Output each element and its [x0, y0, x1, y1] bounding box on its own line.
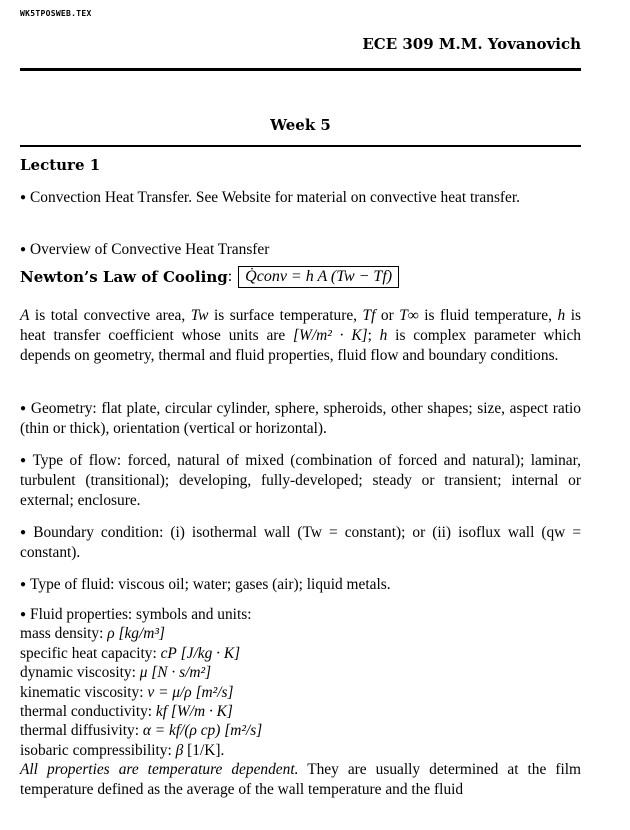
property-symbol: kf: [155, 703, 168, 721]
property-units: [1/K].: [187, 741, 225, 759]
fluid-properties: [20, 605, 581, 799]
property-name: dynamic viscosity:: [20, 664, 140, 682]
bullet-icon: ●: [20, 455, 29, 466]
property-name: thermal conductivity:: [20, 703, 156, 721]
def-text: is complex parameter which depends on geometry, thermal and fluid properties, fluid flow and boundary conditions.: [20, 327, 581, 364]
filename-label: WK5TPOSWEB.TEX: [20, 9, 92, 18]
def-text: is fluid temperature,: [418, 307, 558, 324]
newton-equation-box: Q̇conv = h A (Tw − Tf): [238, 266, 399, 288]
heading-text: Fluid properties: symbols and units:: [30, 606, 252, 623]
property-row: [20, 702, 581, 721]
def-text: ;: [367, 327, 380, 344]
def-text: is total convective area,: [29, 307, 191, 324]
bullet-geometry: [20, 399, 581, 439]
bullet-text: Type of fluid: viscous oil; water; gases (air); liquid metals.: [30, 576, 391, 593]
bullet-text: Type of flow: forced, natural of mixed (combination of forced and natural); laminar, turbulent (transitional); developing, fully-developed; steady or transient; internal or external; enclosure.: [20, 452, 581, 509]
colon: :: [227, 268, 233, 285]
property-name: mass density:: [20, 625, 108, 643]
note-italic: All properties are temperature dependent.: [20, 761, 299, 779]
bullet-overview: [20, 240, 581, 260]
def-var: h: [557, 307, 566, 324]
property-units: [W/m · K]: [170, 703, 233, 721]
bullet-flow: [20, 451, 581, 511]
def-var: Tf: [362, 307, 376, 324]
def-var: Tw: [190, 307, 209, 324]
definition-paragraph: [20, 306, 581, 366]
property-units: [N · s/m²]: [151, 664, 212, 682]
bullet-icon: ●: [20, 527, 30, 538]
def-var: T∞: [399, 307, 419, 324]
property-name: isobaric compressibility:: [20, 741, 176, 759]
property-name: kinematic viscosity:: [20, 683, 148, 701]
course-header: ECE 309 M.M. Yovanovich: [362, 35, 581, 53]
def-var: h: [379, 327, 388, 344]
bullet-fluid: [20, 575, 581, 595]
newton-law: [20, 266, 399, 288]
property-units: [kg/m³]: [118, 625, 165, 643]
property-symbol: β: [175, 741, 184, 759]
bullet-text: Convection Heat Transfer. See Website for material on convective heat transfer.: [30, 189, 521, 206]
bullet-convection-intro: [20, 188, 581, 208]
property-name: specific heat capacity:: [20, 644, 161, 662]
bullet-icon: ●: [20, 192, 27, 203]
header-rule: [20, 68, 581, 71]
bullet-text: Boundary condition: (i) isothermal wall (Tw = constant); or (ii) isoflux wall (qw = constant).: [20, 524, 581, 561]
properties-heading: [20, 605, 581, 624]
bullet-icon: ●: [20, 579, 27, 590]
def-text: or: [375, 307, 400, 324]
property-units: [m²/s]: [224, 722, 263, 740]
property-symbol: α = kf/(ρ cp): [142, 722, 221, 740]
def-var: A: [20, 307, 30, 324]
property-row: [20, 624, 581, 643]
def-text: is heat transfer coefficient whose units are: [20, 307, 581, 344]
properties-note: [20, 760, 581, 799]
property-row: [20, 721, 581, 740]
bullet-icon: ●: [20, 609, 27, 620]
property-symbol: ν = μ/ρ: [147, 683, 192, 701]
property-row: [20, 683, 581, 702]
bullet-text: Overview of Convective Heat Transfer: [30, 241, 270, 258]
bullet-icon: ●: [20, 244, 27, 255]
def-text: is surface temperature,: [208, 307, 363, 324]
property-row: [20, 644, 581, 663]
def-units: [W/m² · K]: [293, 327, 368, 344]
note-text: They are usually determined at the film temperature defined as the average of the wall temperature and the fluid: [20, 761, 582, 798]
lecture-title: Lecture 1: [20, 156, 101, 174]
property-symbol: cP: [160, 644, 177, 662]
week-rule: [20, 145, 581, 147]
property-name: thermal diffusivity:: [20, 722, 143, 740]
week-title: Week 5: [270, 116, 331, 134]
property-symbol: ρ: [107, 625, 115, 643]
property-units: [J/kg · K]: [180, 644, 241, 662]
property-units: [m²/s]: [195, 683, 234, 701]
property-row: [20, 741, 581, 760]
property-symbol: μ: [139, 664, 148, 682]
bullet-boundary: [20, 523, 581, 563]
newton-label: Newton’s Law of Cooling: [20, 268, 228, 286]
property-row: [20, 663, 581, 682]
bullet-icon: ●: [20, 403, 27, 414]
bullet-text: Geometry: flat plate, circular cylinder, sphere, spheroids, other shapes; size, aspect ratio (thin or thick), orientation (vertical or horizontal).: [20, 400, 581, 437]
